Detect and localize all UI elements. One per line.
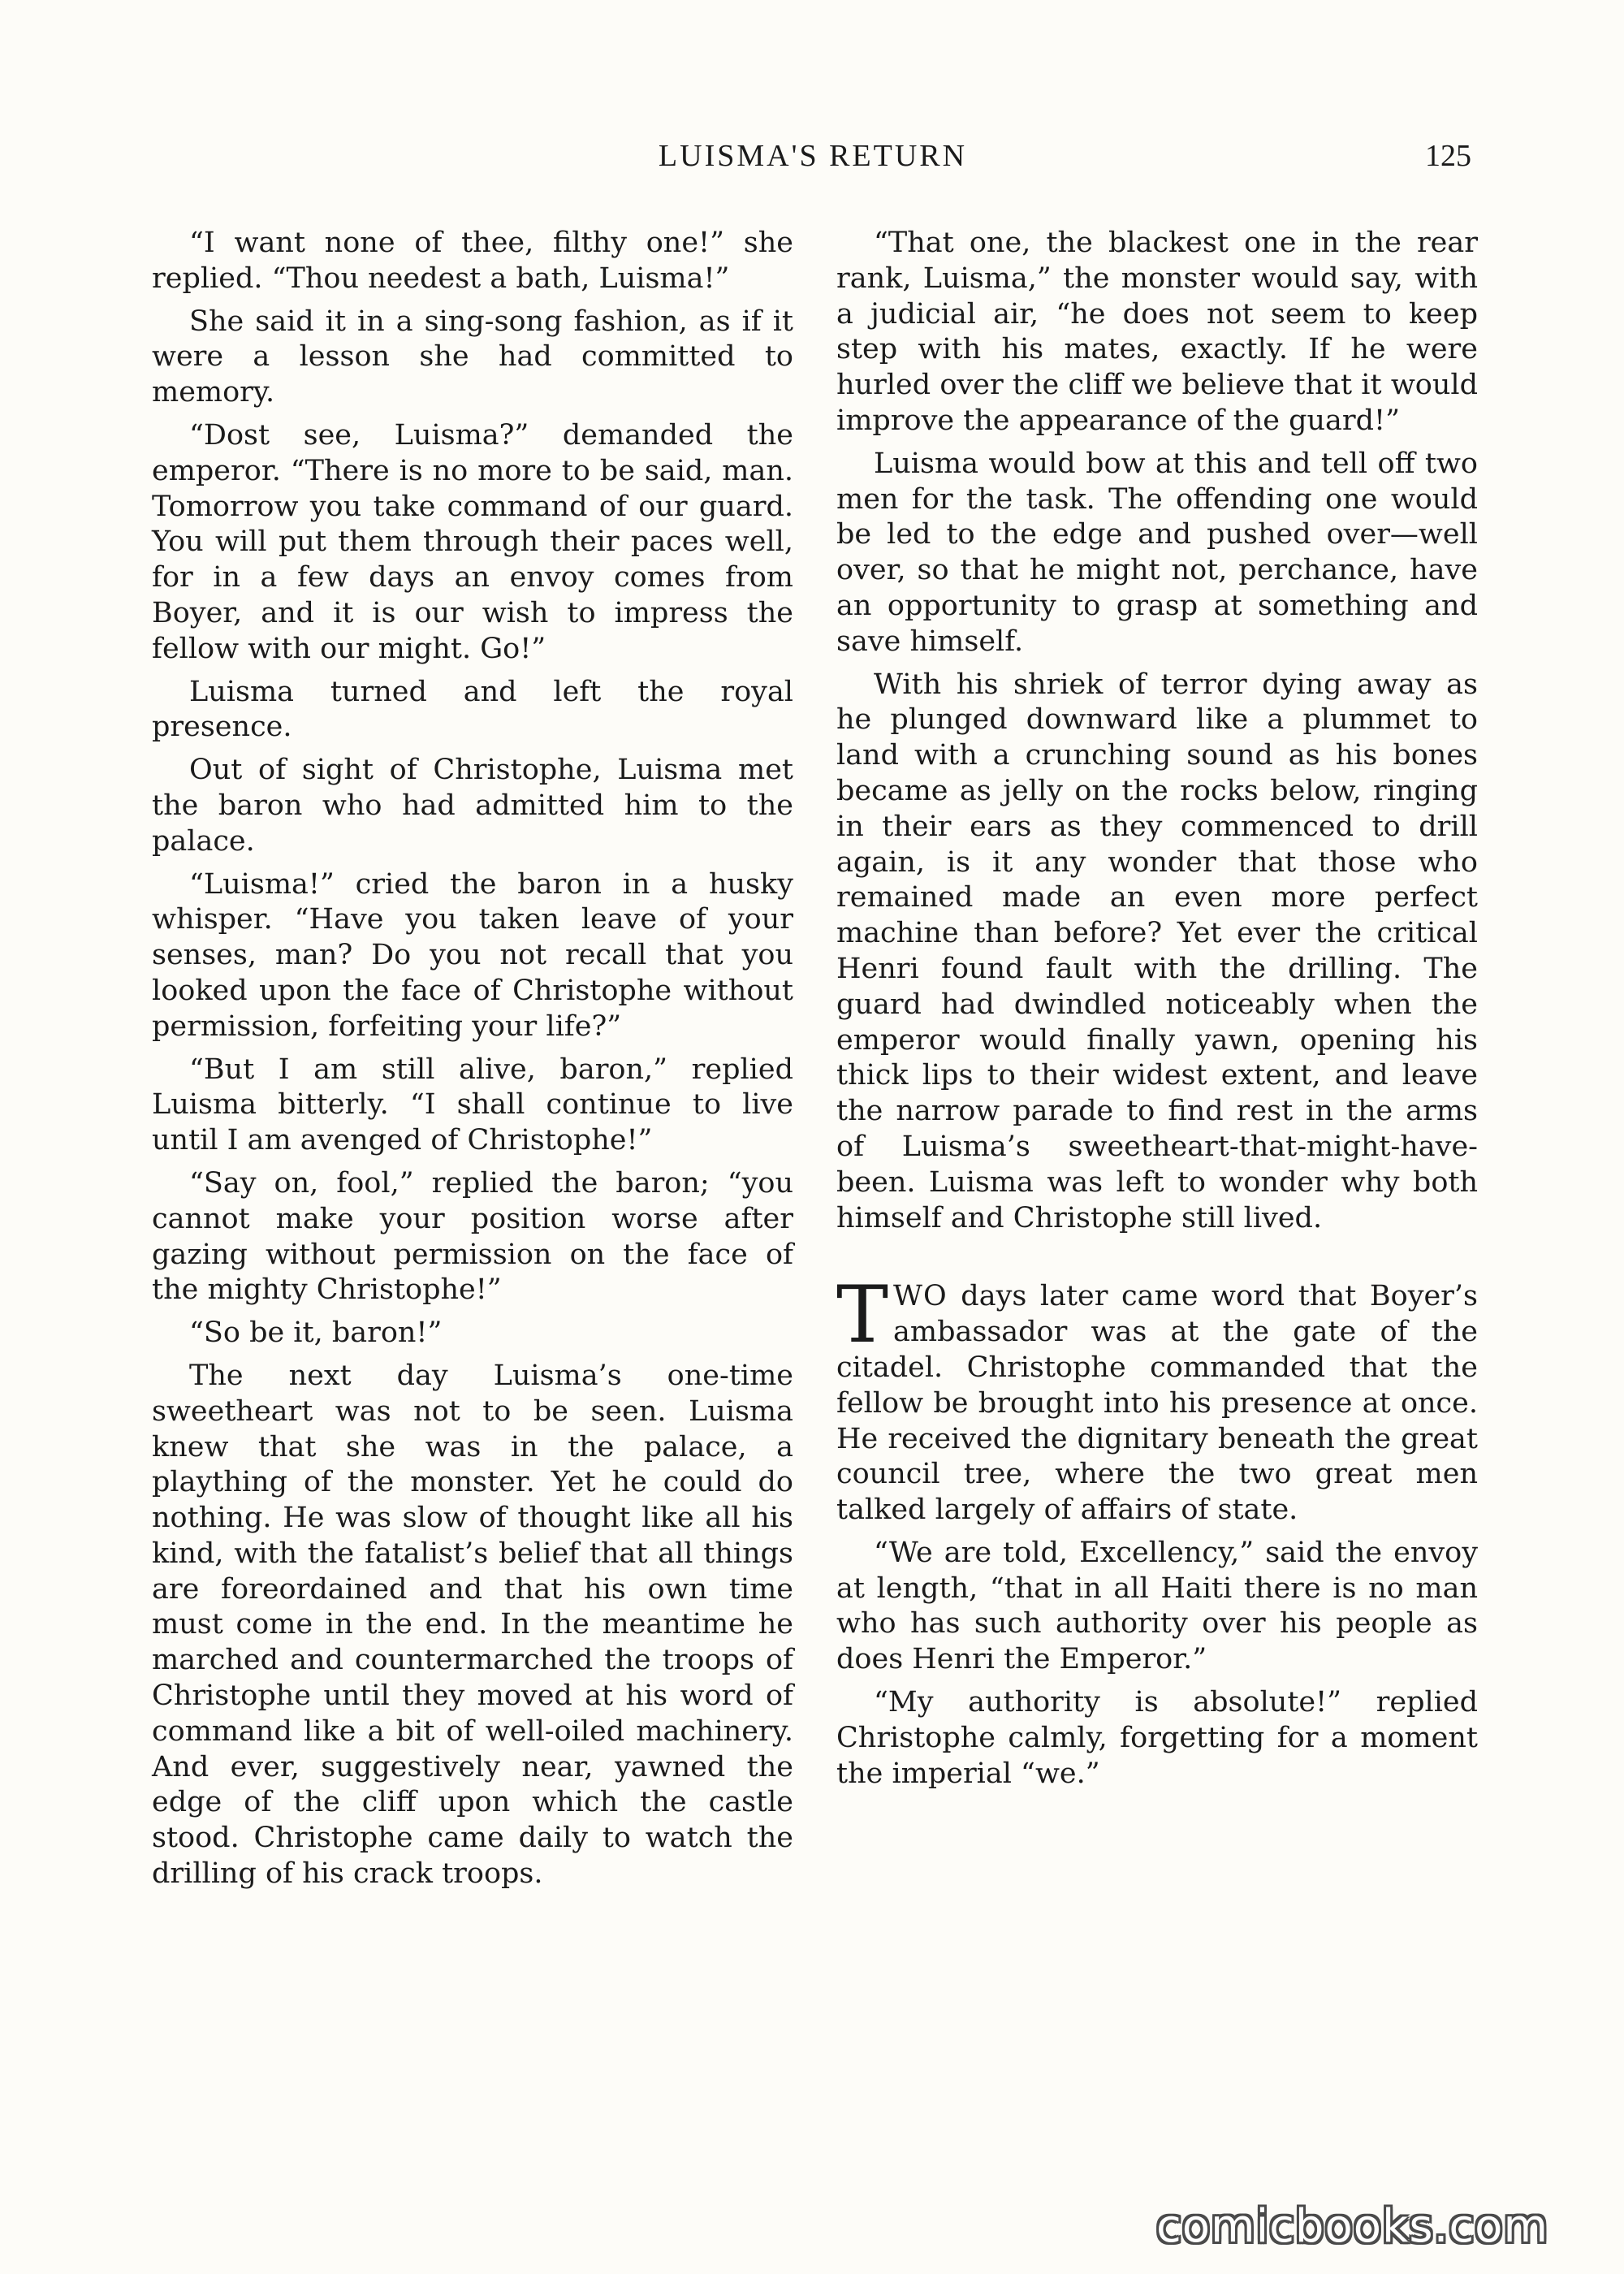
page-number: 125 [1425,139,1471,173]
paragraph: Out of sight of Christophe, Luisma met the baron who had admitted him to the palace. [152,754,793,858]
paragraph: “We are told, Excellency,” said the envoy at length, “that in all Haiti there is no man who has such authority over his people as does Henri the Emperor.” [836,1536,1478,1676]
paragraph: Luisma turned and left the royal presence. [152,675,793,744]
paragraph: “But I am still alive, baron,” replied Luisma bitterly. “I shall continue to live until I am avenged of Christophe!” [152,1053,793,1157]
paragraph: Luisma would bow at this and tell off two men for the task. The offending one would be led to the edge and pushed over—well over, so that he might not, perchance, have an opportunity to grasp at something and save himself. [836,447,1478,658]
section-opening-paragraph [836,1269,1478,1528]
paragraph: “Luisma!” cried the baron in a husky whisper. “Have you taken leave of your senses, man? Do you not recall that you looked upon the face of Christophe without permission, forfeiting your life?” [152,867,793,1043]
paragraph: “That one, the blackest one in the rear rank, Luisma,” the monster would say, with a judicial air, “he does not seem to keep step with his mates, exactly. If he were hurled over the cliff we believe that it would improve the appearance of the guard!” [836,227,1478,437]
page-header [154,138,1471,195]
paragraph: “I want none of thee, filthy one!” she replied. “Thou needest a bath, Luisma!” [152,227,793,295]
section-text: days later came word that Boyer’s ambassador was at the gate of the citadel. Christophe commanded that the fellow be brought into his presence at once. He received the dignitary beneath the great council tree, where the two great men talked largely of affairs of state. [836,1280,1478,1527]
paragraph: “Say on, fool,” replied the baron; “you cannot make your position worse after gazing without permission on the face of the mighty Christophe!” [152,1166,793,1307]
paragraph: With his shriek of terror dying away as he plunged downward like a plummet to land with a crunching sound as his bones became as jelly on the rocks below, ringing in their ears as they commenced to drill again, is it any wonder that those who remained made an even more perfect machine than before? Yet ever the critical Henri found fault with the drilling. The guard had dwindled noticeably when the emperor would finally yawn, opening his thick lips to their widest extent, and leave the narrow parade to find rest in the arms of Luisma’s sweetheart-that-might-have-been. Luisma was left to wonder why both himself and Christophe still lived. [836,668,1478,1234]
paragraph: “Dost see, Luisma?” demanded the emperor. “There is no more to be said, man. Tomorrow you take command of our guard. You will put them through their paces well, for in a few days an envoy comes from Boyer, and it is our wish to impress the fellow with our might. Go!” [152,418,793,665]
paragraph: She said it in a sing-song fashion, as if it were a lesson she had committed to memory. [152,305,793,409]
small-caps-lead: WO [893,1280,948,1313]
watermark: comicbooks.com [1155,2200,1548,2253]
right-column [836,226,1478,1799]
drop-cap: T [836,1269,889,1361]
left-column [152,226,793,1900]
paragraph: “My authority is absolute!” replied Christophe calmly, forgetting for a moment the imperial “we.” [836,1686,1478,1790]
paragraph: The next day Luisma’s one-time sweetheart was not to be seen. Luisma knew that she was in the palace, a plaything of the monster. Yet he could do nothing. He was slow of thought like all his kind, with the fatalist’s belief that all things are foreordained and that his own time must come in the end. In the meantime he marched and countermarched the troops of Christophe until they moved at his word of command like a bit of well-oiled machinery. And ever, suggestively near, yawned the edge of the cliff upon which the castle stood. Christophe came daily to watch the drilling of his crack troops. [152,1359,793,1891]
running-title: LUISMA'S RETURN [658,139,968,173]
paragraph: “So be it, baron!” [189,1316,443,1350]
